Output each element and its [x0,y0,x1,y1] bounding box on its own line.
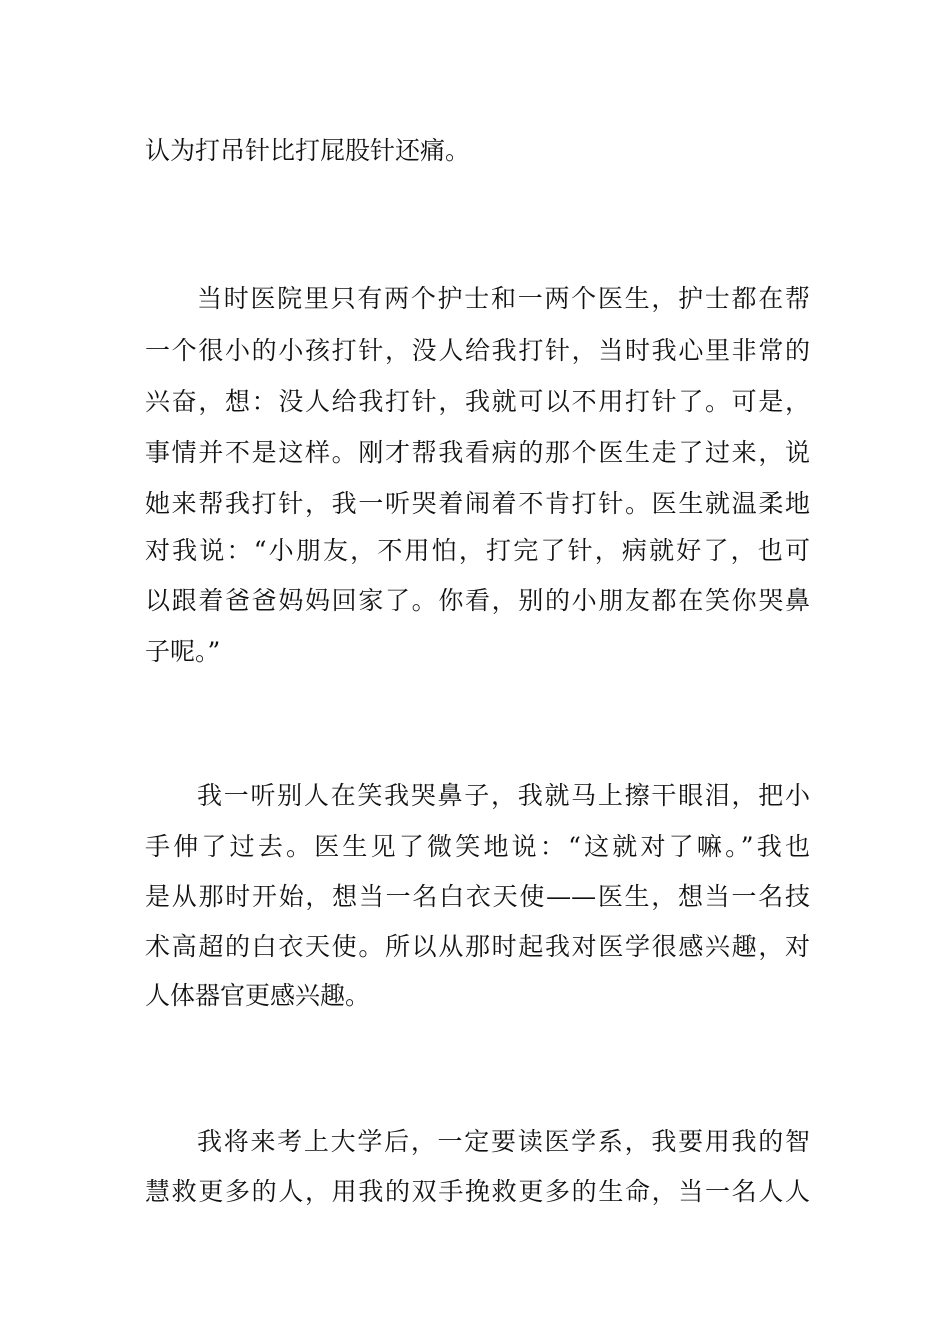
paragraph-2-line-4: 事情并不是这样。刚才帮我看病的那个医生走了过来，说 [145,438,810,467]
paragraph-4-line-1: 我将来考上大学后，一定要读医学系，我要用我的智 [197,1127,810,1156]
paragraph-2-line-5: 她来帮我打针，我一听哭着闹着不肯打针。医生就温柔地 [145,489,810,518]
paragraph-2-line-2: 一个很小的小孩打针，没人给我打针，当时我心里非常的 [145,336,810,365]
paragraph-2-line-3: 兴奋，想：没人给我打针，我就可以不用打针了。可是， [145,387,810,416]
paragraph-2-line-8: 子呢。” [145,637,221,666]
paragraph-1-line-1: 认为打吊针比打屁股针还痛。 [145,136,471,165]
paragraph-4-line-2: 慧救更多的人，用我的双手挽救更多的生命，当一名人人 [145,1177,810,1206]
paragraph-2-line-7: 以跟着爸爸妈妈回家了。你看，别的小朋友都在笑你哭鼻 [145,586,810,615]
paragraph-2-line-1: 当时医院里只有两个护士和一两个医生，护士都在帮 [197,284,810,313]
paragraph-3-line-2: 手伸了过去。医生见了微笑地说：“这就对了嘛。”我也 [145,832,810,861]
paragraph-3-line-5: 人体器官更感兴趣。 [145,981,371,1010]
paragraph-3-line-4: 术高超的白衣天使。所以从那时起我对医学很感兴趣，对 [145,932,810,961]
paragraph-2-line-6: 对我说：“小朋友，不用怕，打完了针，病就好了，也可 [145,536,810,565]
paragraph-3-line-1: 我一听别人在笑我哭鼻子，我就马上擦干眼泪，把小 [197,781,810,810]
paragraph-3-line-3: 是从那时开始，想当一名白衣天使——医生，想当一名技 [145,882,810,911]
